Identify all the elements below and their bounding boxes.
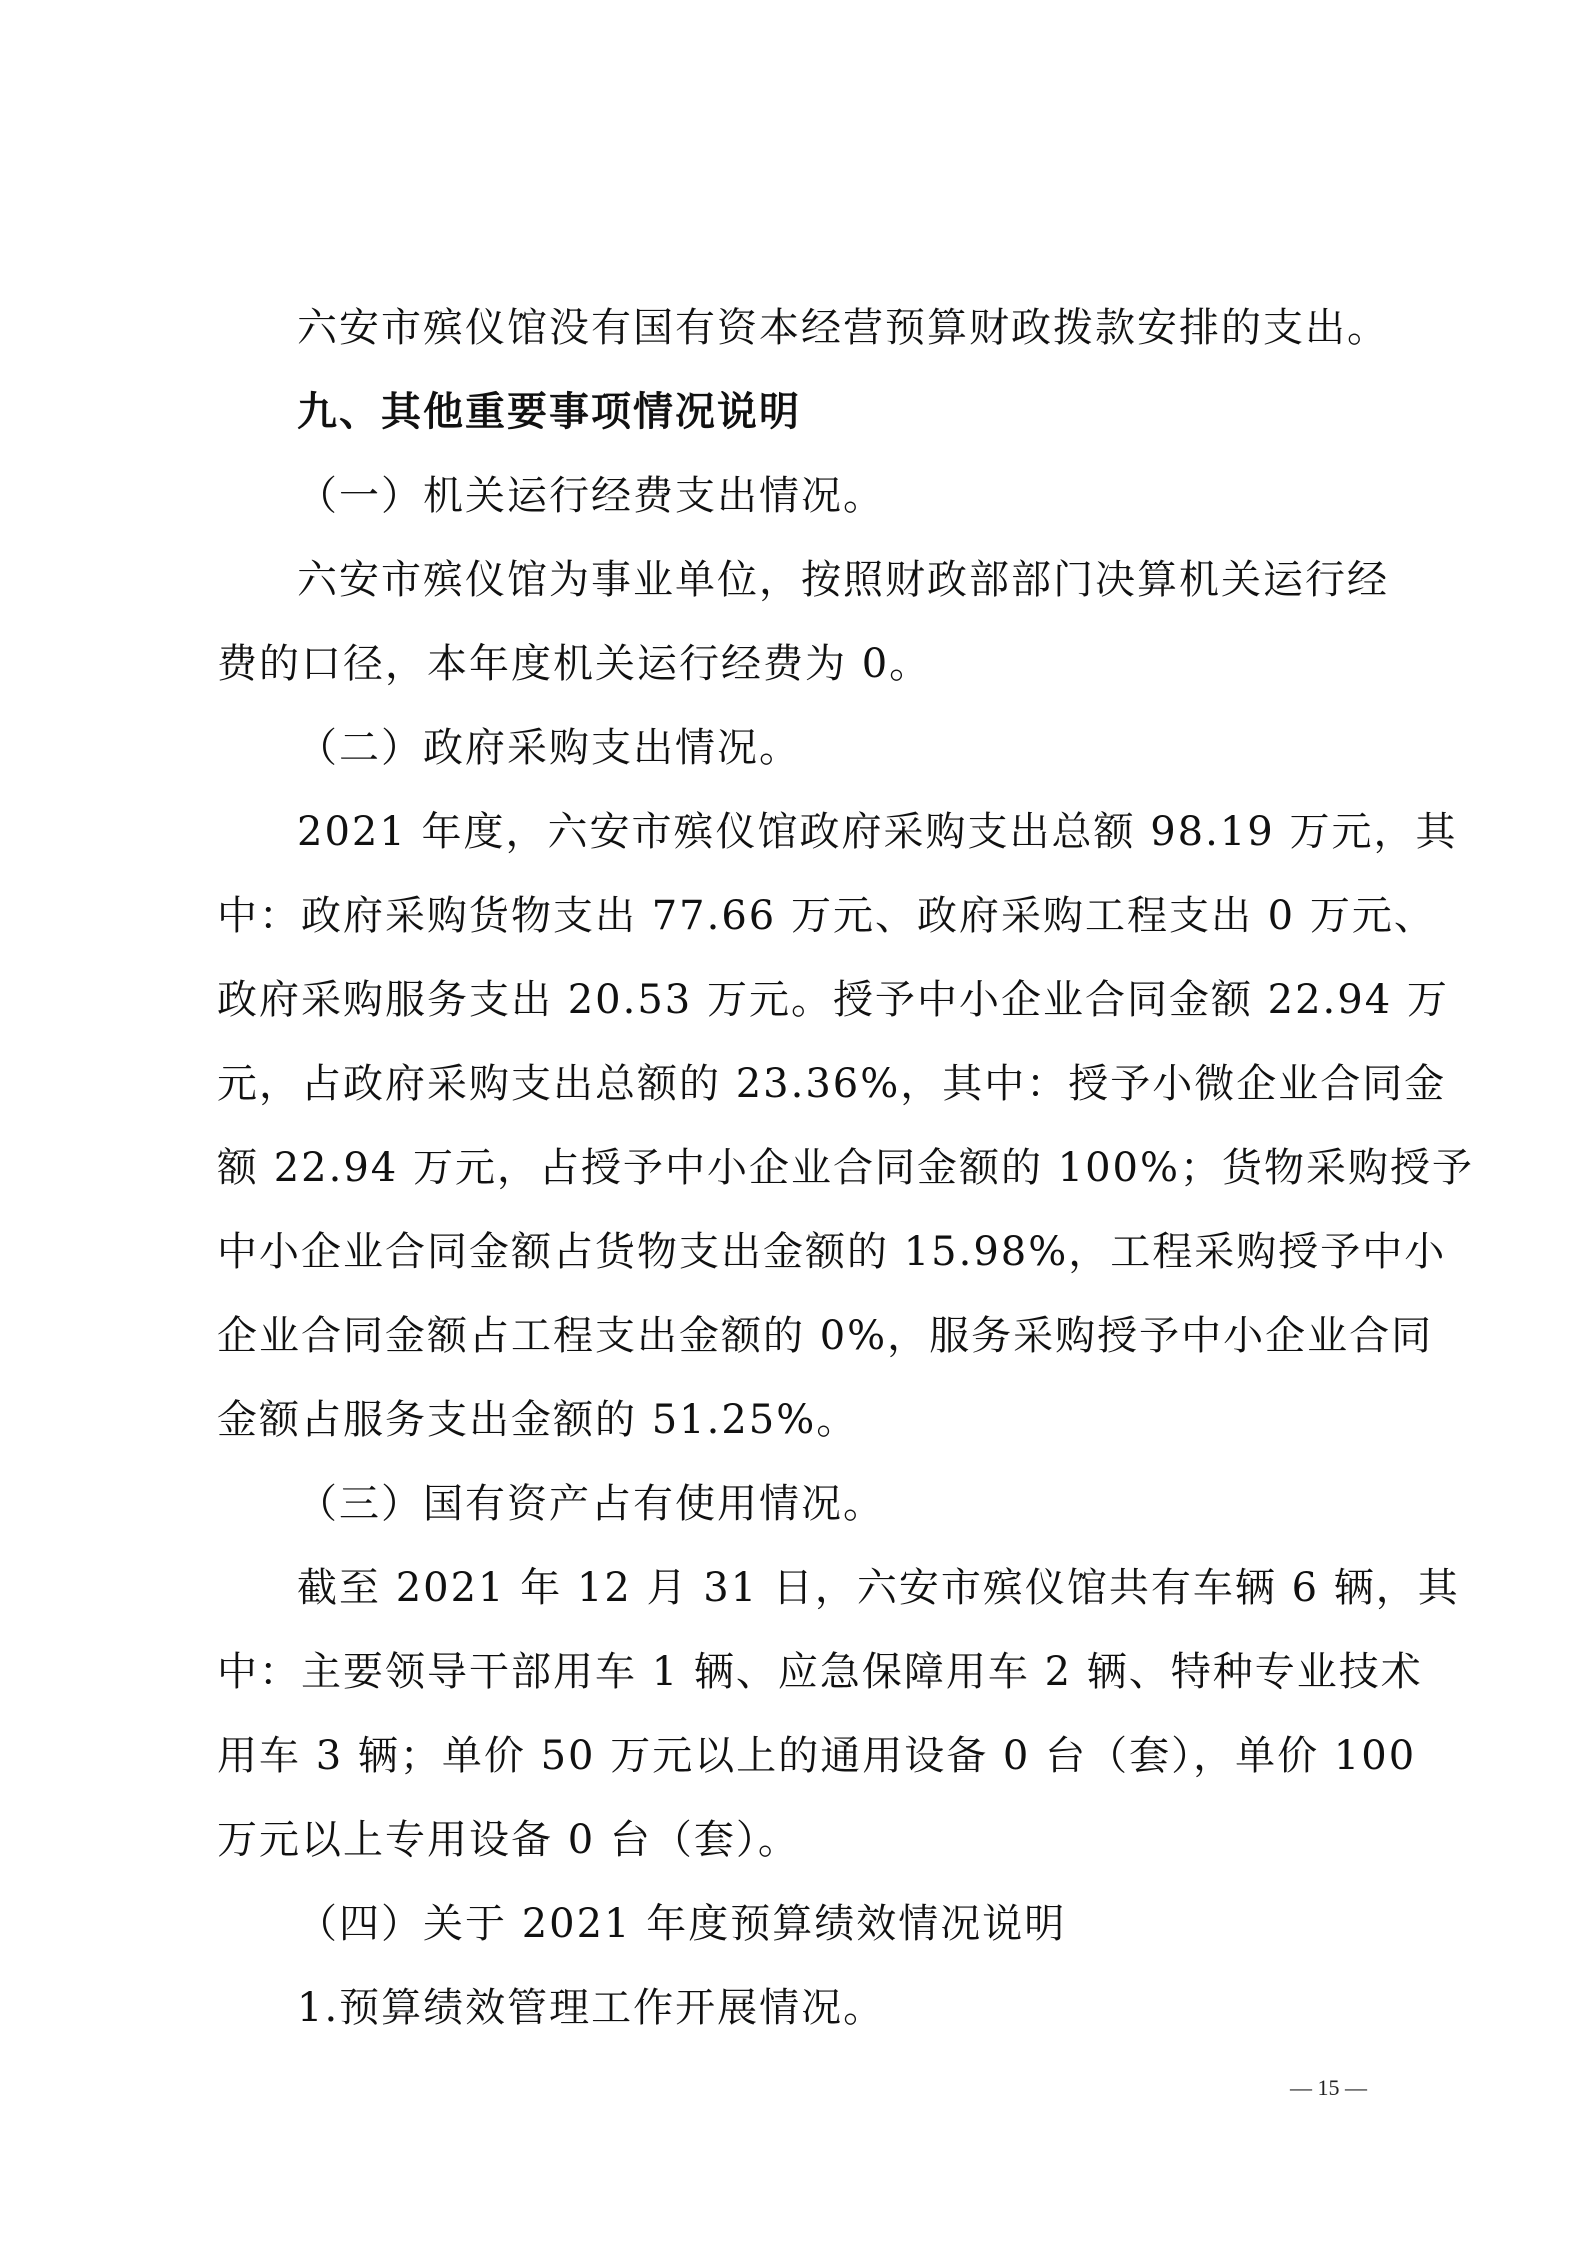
paragraph-assets-line-2: 中：主要领导干部用车 1 辆、应急保障用车 2 辆、特种专业技术	[217, 1649, 1423, 1695]
paragraph-procurement-line-4: 元，占政府采购支出总额的 23.36%，其中：授予小微企业合同金	[217, 1061, 1447, 1107]
paragraph-procurement-line-7: 企业合同金额占工程支出金额的 0%，服务采购授予中小企业合同	[217, 1313, 1434, 1359]
paragraph-procurement-line-1: 2021 年度，六安市殡仪馆政府采购支出总额 98.19 万元，其	[297, 809, 1458, 855]
paragraph-procurement-line-2: 中：政府采购货物支出 77.66 万元、政府采购工程支出 0 万元、	[217, 893, 1436, 939]
paragraph-procurement-line-6: 中小企业合同金额占货物支出金额的 15.98%，工程采购授予中小	[217, 1229, 1447, 1275]
paragraph-assets-line-4: 万元以上专用设备 0 台（套）。	[217, 1817, 800, 1863]
subheading-government-procurement: （二）政府采购支出情况。	[297, 725, 801, 771]
subheading-budget-performance: （四）关于 2021 年度预算绩效情况说明	[297, 1901, 1067, 1947]
paragraph-no-state-capital-budget: 六安市殡仪馆没有国有资本经营预算财政拨款安排的支出。	[297, 305, 1389, 351]
paragraph-operating-expenses-line-2: 费的口径，本年度机关运行经费为 0。	[217, 641, 932, 687]
paragraph-assets-line-3: 用车 3 辆；单价 50 万元以上的通用设备 0 台（套），单价 100	[217, 1733, 1417, 1779]
paragraph-assets-line-1: 截至 2021 年 12 月 31 日，六安市殡仪馆共有车辆 6 辆，其	[297, 1565, 1460, 1611]
paragraph-procurement-line-8: 金额占服务支出金额的 51.25%。	[217, 1397, 859, 1443]
paragraph-operating-expenses-line-1: 六安市殡仪馆为事业单位，按照财政部部门决算机关运行经	[297, 557, 1389, 603]
heading-other-important-matters: 九、其他重要事项情况说明	[297, 389, 801, 435]
paragraph-procurement-line-5: 额 22.94 万元，占授予中小企业合同金额的 100%；货物采购授予	[217, 1145, 1475, 1191]
subheading-state-assets: （三）国有资产占有使用情况。	[297, 1481, 885, 1527]
item-performance-management: 1.预算绩效管理工作开展情况。	[297, 1985, 886, 2031]
page-number: — 15 —	[1290, 2075, 1367, 2100]
paragraph-procurement-line-3: 政府采购服务支出 20.53 万元。授予中小企业合同金额 22.94 万	[217, 977, 1449, 1023]
subheading-operating-expenses: （一）机关运行经费支出情况。	[297, 473, 885, 519]
